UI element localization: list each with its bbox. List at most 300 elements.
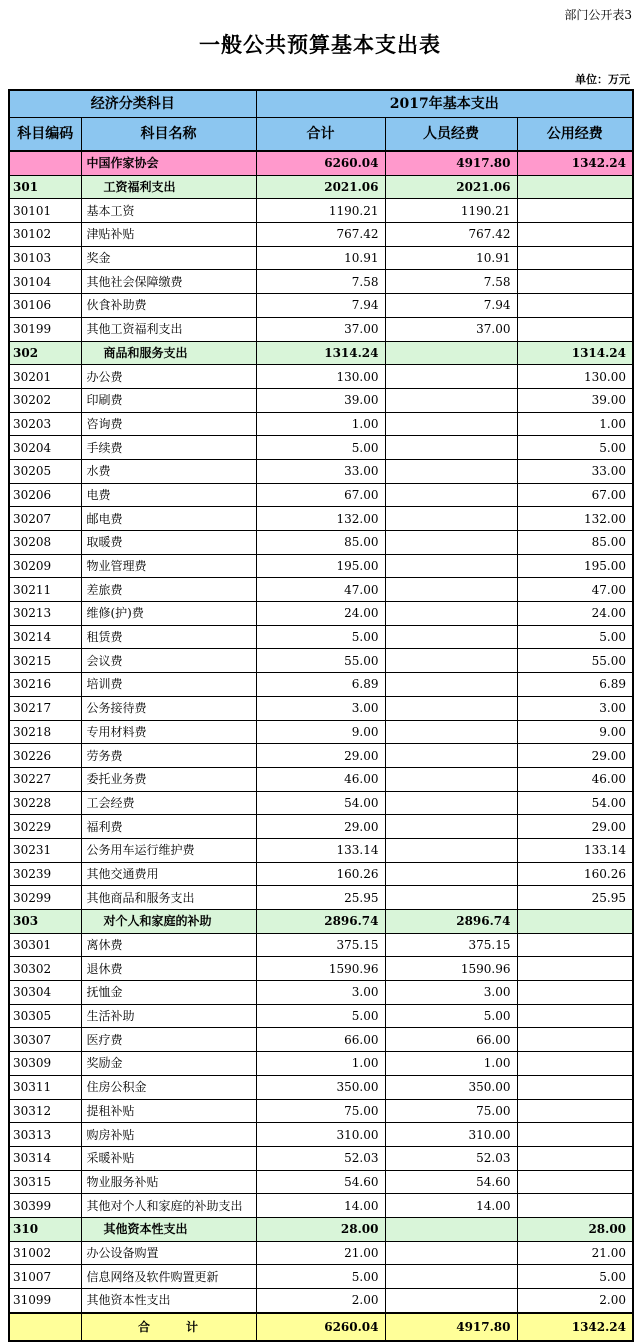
personnel-cell — [385, 838, 517, 862]
code-cell: 30103 — [9, 246, 81, 270]
name-cell: 生活补助 — [81, 1004, 256, 1028]
name-cell: 差旅费 — [81, 578, 256, 602]
table-row-30227 — [9, 767, 633, 791]
name-cell: 购房补贴 — [81, 1123, 256, 1147]
table-row-30313 — [9, 1123, 633, 1147]
total-cell: 767.42 — [256, 223, 385, 247]
name-cell: 津贴补贴 — [81, 223, 256, 247]
personnel-cell: 52.03 — [385, 1146, 517, 1170]
code-cell: 31007 — [9, 1265, 81, 1289]
name-cell: 咨询费 — [81, 412, 256, 436]
table-row-30206 — [9, 483, 633, 507]
name-cell: 离休费 — [81, 933, 256, 957]
total-cell: 46.00 — [256, 767, 385, 791]
personnel-cell — [385, 365, 517, 389]
table-row-30203 — [9, 412, 633, 436]
name-cell: 商品和服务支出 — [81, 341, 256, 365]
code-cell: 30309 — [9, 1052, 81, 1076]
name-cell: 奖励金 — [81, 1052, 256, 1076]
personnel-cell: 7.94 — [385, 294, 517, 318]
name-cell: 取暖费 — [81, 531, 256, 555]
public-cell: 160.26 — [517, 862, 633, 886]
personnel-cell — [385, 791, 517, 815]
page-title: 一般公共预算基本支出表 — [199, 33, 441, 57]
total-cell: 9.00 — [256, 720, 385, 744]
personnel-cell — [385, 720, 517, 744]
public-cell: 39.00 — [517, 388, 633, 412]
code-cell: 30201 — [9, 365, 81, 389]
name-cell: 租赁费 — [81, 625, 256, 649]
code-cell: 30314 — [9, 1146, 81, 1170]
column-header-subject-code: 科目编码 — [9, 118, 81, 152]
total-cell: 39.00 — [256, 388, 385, 412]
code-cell: 30211 — [9, 578, 81, 602]
personnel-cell — [385, 459, 517, 483]
table-row-30312 — [9, 1099, 633, 1123]
name-cell: 其他社会保障缴费 — [81, 270, 256, 294]
table-row-30315 — [9, 1170, 633, 1194]
table-row-30214 — [9, 625, 633, 649]
personnel-cell: 1590.96 — [385, 957, 517, 981]
personnel-cell — [385, 578, 517, 602]
code-cell: 31002 — [9, 1241, 81, 1265]
total-cell: 6.89 — [256, 673, 385, 697]
table-row-30106 — [9, 294, 633, 318]
total-cell: 195.00 — [256, 554, 385, 578]
table-row-30207 — [9, 507, 633, 531]
public-cell: 33.00 — [517, 459, 633, 483]
code-cell: 30216 — [9, 673, 81, 697]
total-cell: 28.00 — [256, 1217, 385, 1241]
table-row-30399 — [9, 1194, 633, 1218]
name-cell: 采暖补贴 — [81, 1146, 256, 1170]
personnel-cell: 2896.74 — [385, 910, 517, 934]
public-cell: 133.14 — [517, 838, 633, 862]
table-row-30311 — [9, 1075, 633, 1099]
personnel-cell: 37.00 — [385, 317, 517, 341]
public-cell: 29.00 — [517, 815, 633, 839]
public-cell — [517, 910, 633, 934]
column-header-total: 合计 — [256, 118, 385, 152]
table-header — [9, 90, 633, 151]
personnel-cell: 3.00 — [385, 981, 517, 1005]
table-row-30305 — [9, 1004, 633, 1028]
public-cell — [517, 1146, 633, 1170]
name-cell: 培训费 — [81, 673, 256, 697]
total-cell: 54.60 — [256, 1170, 385, 1194]
personnel-cell: 7.58 — [385, 270, 517, 294]
total-cell: 55.00 — [256, 649, 385, 673]
code-cell: 30229 — [9, 815, 81, 839]
public-cell: 46.00 — [517, 767, 633, 791]
total-cell: 350.00 — [256, 1075, 385, 1099]
public-cell: 25.95 — [517, 886, 633, 910]
personnel-cell — [385, 483, 517, 507]
table-row-30239 — [9, 862, 633, 886]
public-cell: 21.00 — [517, 1241, 633, 1265]
name-cell: 其他对个人和家庭的补助支出 — [81, 1194, 256, 1218]
name-cell: 合 计 — [81, 1313, 256, 1341]
code-cell: 30231 — [9, 838, 81, 862]
name-cell: 专用材料费 — [81, 720, 256, 744]
name-cell: 手续费 — [81, 436, 256, 460]
total-cell: 75.00 — [256, 1099, 385, 1123]
table-row-31099 — [9, 1289, 633, 1313]
table-row-30103 — [9, 246, 633, 270]
name-cell: 工会经费 — [81, 791, 256, 815]
name-cell: 物业管理费 — [81, 554, 256, 578]
code-cell: 310 — [9, 1217, 81, 1241]
personnel-cell: 350.00 — [385, 1075, 517, 1099]
personnel-cell — [385, 696, 517, 720]
total-cell: 1590.96 — [256, 957, 385, 981]
table-row-310 — [9, 1217, 633, 1241]
public-cell: 9.00 — [517, 720, 633, 744]
code-cell: 30299 — [9, 886, 81, 910]
table-row-30226 — [9, 744, 633, 768]
code-cell: 30218 — [9, 720, 81, 744]
personnel-cell: 1190.21 — [385, 199, 517, 223]
personnel-cell: 5.00 — [385, 1004, 517, 1028]
public-cell: 5.00 — [517, 625, 633, 649]
budget-table — [8, 89, 634, 1342]
personnel-cell — [385, 1217, 517, 1241]
code-cell: 30104 — [9, 270, 81, 294]
total-cell: 133.14 — [256, 838, 385, 862]
total-cell: 24.00 — [256, 602, 385, 626]
public-cell — [517, 199, 633, 223]
public-cell: 2.00 — [517, 1289, 633, 1313]
code-cell: 30207 — [9, 507, 81, 531]
name-cell: 其他资本性支出 — [81, 1289, 256, 1313]
public-cell: 24.00 — [517, 602, 633, 626]
name-cell: 其他交通费用 — [81, 862, 256, 886]
name-cell: 其他资本性支出 — [81, 1217, 256, 1241]
table-row-30208 — [9, 531, 633, 555]
public-cell: 55.00 — [517, 649, 633, 673]
table-row-30101 — [9, 199, 633, 223]
total-cell: 5.00 — [256, 436, 385, 460]
column-header-subject-name: 科目名称 — [81, 118, 256, 152]
public-cell — [517, 1099, 633, 1123]
code-cell: 30106 — [9, 294, 81, 318]
name-cell: 其他工资福利支出 — [81, 317, 256, 341]
code-cell: 30204 — [9, 436, 81, 460]
personnel-cell — [385, 341, 517, 365]
personnel-cell — [385, 625, 517, 649]
total-cell: 5.00 — [256, 1004, 385, 1028]
total-cell: 130.00 — [256, 365, 385, 389]
public-cell — [517, 1170, 633, 1194]
total-cell: 29.00 — [256, 815, 385, 839]
public-cell — [517, 1028, 633, 1052]
name-cell: 基本工资 — [81, 199, 256, 223]
code-cell: 30101 — [9, 199, 81, 223]
name-cell: 住房公积金 — [81, 1075, 256, 1099]
total-cell: 6260.04 — [256, 151, 385, 175]
table-row-30209 — [9, 554, 633, 578]
name-cell: 委托业务费 — [81, 767, 256, 791]
table-row-30302 — [9, 957, 633, 981]
public-cell: 3.00 — [517, 696, 633, 720]
total-cell: 5.00 — [256, 625, 385, 649]
code-cell: 30214 — [9, 625, 81, 649]
public-cell: 85.00 — [517, 531, 633, 555]
personnel-cell: 10.91 — [385, 246, 517, 270]
table-row-31007 — [9, 1265, 633, 1289]
code-cell: 30399 — [9, 1194, 81, 1218]
name-cell: 办公设备购置 — [81, 1241, 256, 1265]
name-cell: 公务接待费 — [81, 696, 256, 720]
table-row-30218 — [9, 720, 633, 744]
personnel-cell: 66.00 — [385, 1028, 517, 1052]
name-cell: 办公费 — [81, 365, 256, 389]
public-cell — [517, 1123, 633, 1147]
personnel-cell — [385, 602, 517, 626]
total-cell: 21.00 — [256, 1241, 385, 1265]
total-cell: 54.00 — [256, 791, 385, 815]
table-row-30304 — [9, 981, 633, 1005]
personnel-cell — [385, 862, 517, 886]
personnel-cell — [385, 436, 517, 460]
table-row-30229 — [9, 815, 633, 839]
personnel-cell — [385, 815, 517, 839]
total-cell: 7.94 — [256, 294, 385, 318]
total-cell: 310.00 — [256, 1123, 385, 1147]
public-cell — [517, 1194, 633, 1218]
group-header-2017-basic-expenditure: 2017年基本支出 — [256, 90, 633, 118]
public-cell — [517, 1075, 633, 1099]
table-row-30231 — [9, 838, 633, 862]
table-row-30213 — [9, 602, 633, 626]
table-row-30201 — [9, 365, 633, 389]
public-cell — [517, 317, 633, 341]
public-cell — [517, 981, 633, 1005]
name-cell: 提租补贴 — [81, 1099, 256, 1123]
table-row-30202 — [9, 388, 633, 412]
name-cell: 工资福利支出 — [81, 175, 256, 199]
column-header-personnel-funds: 人员经费 — [385, 118, 517, 152]
total-cell: 14.00 — [256, 1194, 385, 1218]
public-cell: 5.00 — [517, 1265, 633, 1289]
name-cell: 抚恤金 — [81, 981, 256, 1005]
name-cell: 信息网络及软件购置更新 — [81, 1265, 256, 1289]
code-cell: 30304 — [9, 981, 81, 1005]
personnel-cell: 767.42 — [385, 223, 517, 247]
personnel-cell — [385, 1289, 517, 1313]
group-header-economic-category: 经济分类科目 — [9, 90, 256, 118]
code-cell: 30215 — [9, 649, 81, 673]
total-cell: 3.00 — [256, 981, 385, 1005]
personnel-cell — [385, 649, 517, 673]
personnel-cell — [385, 388, 517, 412]
table-row-303 — [9, 910, 633, 934]
table-row-30217 — [9, 696, 633, 720]
public-cell: 195.00 — [517, 554, 633, 578]
total-cell: 1.00 — [256, 1052, 385, 1076]
code-cell: 302 — [9, 341, 81, 365]
public-cell: 28.00 — [517, 1217, 633, 1241]
code-cell: 30228 — [9, 791, 81, 815]
personnel-cell — [385, 554, 517, 578]
total-cell: 33.00 — [256, 459, 385, 483]
personnel-cell — [385, 531, 517, 555]
table-row-30299 — [9, 886, 633, 910]
total-cell: 6260.04 — [256, 1313, 385, 1341]
code-cell: 30226 — [9, 744, 81, 768]
name-cell: 会议费 — [81, 649, 256, 673]
name-cell: 维修(护)费 — [81, 602, 256, 626]
public-cell — [517, 270, 633, 294]
public-cell: 1342.24 — [517, 1313, 633, 1341]
code-cell: 30311 — [9, 1075, 81, 1099]
public-cell: 54.00 — [517, 791, 633, 815]
public-cell: 29.00 — [517, 744, 633, 768]
public-cell — [517, 175, 633, 199]
name-cell: 医疗费 — [81, 1028, 256, 1052]
total-cell: 5.00 — [256, 1265, 385, 1289]
personnel-cell — [385, 767, 517, 791]
total-cell: 3.00 — [256, 696, 385, 720]
personnel-cell: 375.15 — [385, 933, 517, 957]
code-cell: 30199 — [9, 317, 81, 341]
code-cell: 31099 — [9, 1289, 81, 1313]
table-row-30314 — [9, 1146, 633, 1170]
table-row-30307 — [9, 1028, 633, 1052]
table-row-30301 — [9, 933, 633, 957]
total-cell: 2896.74 — [256, 910, 385, 934]
name-cell: 水费 — [81, 459, 256, 483]
name-cell: 邮电费 — [81, 507, 256, 531]
table-row-30228 — [9, 791, 633, 815]
total-cell: 7.58 — [256, 270, 385, 294]
code-cell: 30301 — [9, 933, 81, 957]
public-cell — [517, 246, 633, 270]
personnel-cell — [385, 744, 517, 768]
table-group-header-row — [9, 90, 633, 118]
total-cell: 375.15 — [256, 933, 385, 957]
code-cell: 30205 — [9, 459, 81, 483]
table-row-302 — [9, 341, 633, 365]
code-cell: 30239 — [9, 862, 81, 886]
total-cell: 2.00 — [256, 1289, 385, 1313]
code-cell — [9, 1313, 81, 1341]
code-cell: 30315 — [9, 1170, 81, 1194]
code-cell: 30305 — [9, 1004, 81, 1028]
public-cell — [517, 957, 633, 981]
name-cell: 退休费 — [81, 957, 256, 981]
code-cell — [9, 151, 81, 175]
total-cell: 85.00 — [256, 531, 385, 555]
personnel-cell: 54.60 — [385, 1170, 517, 1194]
name-cell: 其他商品和服务支出 — [81, 886, 256, 910]
personnel-cell: 1.00 — [385, 1052, 517, 1076]
public-cell: 5.00 — [517, 436, 633, 460]
table-row-30102 — [9, 223, 633, 247]
public-cell: 1314.24 — [517, 341, 633, 365]
table-row-30104 — [9, 270, 633, 294]
public-cell: 130.00 — [517, 365, 633, 389]
table-body — [9, 151, 633, 1341]
total-cell: 1.00 — [256, 412, 385, 436]
name-cell: 公务用车运行维护费 — [81, 838, 256, 862]
code-cell: 30206 — [9, 483, 81, 507]
personnel-cell: 4917.80 — [385, 151, 517, 175]
total-cell: 2021.06 — [256, 175, 385, 199]
code-cell: 301 — [9, 175, 81, 199]
personnel-cell — [385, 412, 517, 436]
personnel-cell — [385, 1265, 517, 1289]
table-row-org — [9, 151, 633, 175]
public-cell — [517, 223, 633, 247]
personnel-cell — [385, 507, 517, 531]
code-cell: 30209 — [9, 554, 81, 578]
name-cell: 奖金 — [81, 246, 256, 270]
name-cell: 劳务费 — [81, 744, 256, 768]
total-cell: 29.00 — [256, 744, 385, 768]
total-cell: 47.00 — [256, 578, 385, 602]
corner-table-label: 部门公开表3 — [564, 8, 632, 22]
table-row-total — [9, 1313, 633, 1341]
column-header-public-funds: 公用经费 — [517, 118, 633, 152]
public-cell: 1.00 — [517, 412, 633, 436]
code-cell: 30203 — [9, 412, 81, 436]
name-cell: 印刷费 — [81, 388, 256, 412]
total-cell: 1190.21 — [256, 199, 385, 223]
table-row-30199 — [9, 317, 633, 341]
public-cell: 67.00 — [517, 483, 633, 507]
personnel-cell — [385, 673, 517, 697]
name-cell: 福利费 — [81, 815, 256, 839]
public-cell — [517, 1052, 633, 1076]
total-cell: 160.26 — [256, 862, 385, 886]
table-row-30205 — [9, 459, 633, 483]
personnel-cell: 4917.80 — [385, 1313, 517, 1341]
public-cell — [517, 933, 633, 957]
table-row-30309 — [9, 1052, 633, 1076]
code-cell: 30208 — [9, 531, 81, 555]
table-row-30215 — [9, 649, 633, 673]
code-cell: 30217 — [9, 696, 81, 720]
code-cell: 303 — [9, 910, 81, 934]
table-row-30211 — [9, 578, 633, 602]
code-cell: 30302 — [9, 957, 81, 981]
name-cell: 对个人和家庭的补助 — [81, 910, 256, 934]
total-cell: 25.95 — [256, 886, 385, 910]
unit-label: 单位：万元 — [575, 73, 630, 86]
code-cell: 30102 — [9, 223, 81, 247]
public-cell: 132.00 — [517, 507, 633, 531]
personnel-cell — [385, 886, 517, 910]
table-row-30204 — [9, 436, 633, 460]
personnel-cell: 2021.06 — [385, 175, 517, 199]
total-cell: 52.03 — [256, 1146, 385, 1170]
personnel-cell — [385, 1241, 517, 1265]
public-cell: 1342.24 — [517, 151, 633, 175]
personnel-cell: 75.00 — [385, 1099, 517, 1123]
public-cell: 6.89 — [517, 673, 633, 697]
table-row-31002 — [9, 1241, 633, 1265]
total-cell: 37.00 — [256, 317, 385, 341]
table-row-30216 — [9, 673, 633, 697]
name-cell: 伙食补助费 — [81, 294, 256, 318]
code-cell: 30202 — [9, 388, 81, 412]
public-cell — [517, 1004, 633, 1028]
code-cell: 30227 — [9, 767, 81, 791]
table-row-301 — [9, 175, 633, 199]
public-cell — [517, 294, 633, 318]
personnel-cell: 14.00 — [385, 1194, 517, 1218]
